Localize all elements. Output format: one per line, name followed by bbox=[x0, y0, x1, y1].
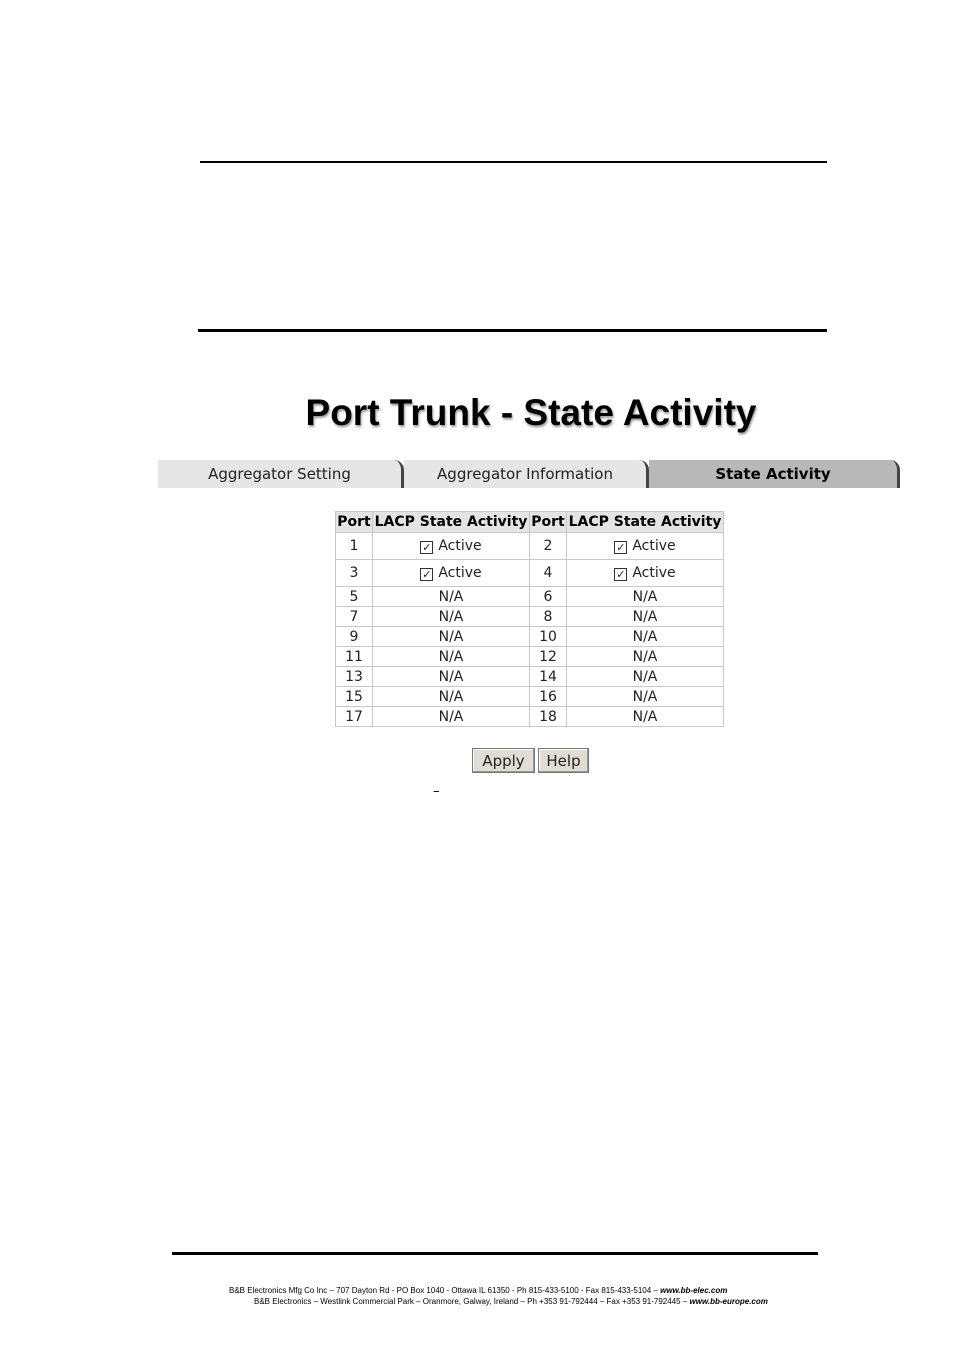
lacp-state-na: N/A bbox=[567, 647, 724, 667]
port-number: 8 bbox=[530, 607, 567, 627]
port-number: 15 bbox=[336, 687, 373, 707]
footer-address-us-text: B&B Electronics Mfg Co Inc – 707 Dayton Rd - PO Box 1040 - Ottawa IL 61350 - Ph 815-433-5100 - Fax 815-433-5104 – bbox=[229, 1286, 661, 1295]
footer-link-us[interactable]: www.bb-elec.com bbox=[660, 1286, 728, 1295]
tab-aggregator-setting[interactable]: Aggregator Setting bbox=[158, 460, 404, 488]
header-port: Port bbox=[530, 512, 567, 533]
footer-address-eu bbox=[254, 1297, 768, 1306]
active-checkbox[interactable]: ✓ bbox=[616, 568, 626, 581]
port-number: 10 bbox=[530, 627, 567, 647]
active-checkbox[interactable]: ✓ bbox=[422, 568, 432, 581]
active-label: Active bbox=[632, 565, 676, 581]
lacp-state-cell bbox=[373, 560, 530, 587]
apply-button[interactable]: Apply bbox=[472, 748, 535, 773]
port-number: 6 bbox=[530, 587, 567, 607]
lacp-state-na: N/A bbox=[567, 627, 724, 647]
footer-divider bbox=[172, 1252, 818, 1255]
footer-link-eu[interactable]: www.bb-europe.com bbox=[689, 1297, 768, 1306]
port-number: 12 bbox=[530, 647, 567, 667]
lacp-state-cell bbox=[567, 560, 724, 587]
lacp-state-na: N/A bbox=[567, 587, 724, 607]
active-checkbox[interactable]: ✓ bbox=[422, 541, 432, 554]
port-number: 5 bbox=[336, 587, 373, 607]
table-row bbox=[336, 667, 724, 687]
port-number: 3 bbox=[336, 560, 373, 587]
header-port: Port bbox=[336, 512, 373, 533]
port-number: 13 bbox=[336, 667, 373, 687]
lacp-state-na: N/A bbox=[373, 647, 530, 667]
active-checkbox[interactable]: ✓ bbox=[616, 541, 626, 554]
table-row bbox=[336, 607, 724, 627]
lacp-state-na: N/A bbox=[373, 707, 530, 727]
lacp-state-cell bbox=[373, 533, 530, 560]
help-button[interactable]: Help bbox=[538, 748, 589, 773]
lacp-state-na: N/A bbox=[373, 607, 530, 627]
lacp-state-na: N/A bbox=[373, 627, 530, 647]
header-lacp-state: LACP State Activity bbox=[373, 512, 530, 533]
header-lacp-state: LACP State Activity bbox=[567, 512, 724, 533]
table-row bbox=[336, 533, 724, 560]
active-label: Active bbox=[438, 565, 482, 581]
table-row bbox=[336, 560, 724, 587]
table-row bbox=[336, 587, 724, 607]
tab-bar bbox=[158, 460, 900, 488]
port-number: 14 bbox=[530, 667, 567, 687]
lacp-state-table bbox=[335, 511, 724, 727]
lacp-state-na: N/A bbox=[567, 667, 724, 687]
table-row bbox=[336, 647, 724, 667]
active-label: Active bbox=[438, 538, 482, 554]
lacp-state-na: N/A bbox=[373, 587, 530, 607]
port-number: 17 bbox=[336, 707, 373, 727]
lacp-state-na: N/A bbox=[567, 707, 724, 727]
port-number: 2 bbox=[530, 533, 567, 560]
tab-aggregator-information[interactable]: Aggregator Information bbox=[404, 460, 649, 488]
dash-mark: – bbox=[433, 784, 440, 799]
port-number: 4 bbox=[530, 560, 567, 587]
tab-state-activity[interactable]: State Activity bbox=[649, 460, 900, 488]
port-number: 9 bbox=[336, 627, 373, 647]
port-number: 18 bbox=[530, 707, 567, 727]
lacp-state-na: N/A bbox=[567, 687, 724, 707]
port-number: 1 bbox=[336, 533, 373, 560]
footer-address-eu-text: B&B Electronics – Westlink Commercial Park – Oranmore, Galway, Ireland – Ph +353 91-792444 – Fax +353 91-792445 – bbox=[254, 1297, 690, 1306]
middle-divider bbox=[198, 329, 827, 332]
port-number: 11 bbox=[336, 647, 373, 667]
active-label: Active bbox=[632, 538, 676, 554]
footer-address-us bbox=[229, 1286, 727, 1295]
top-divider bbox=[200, 161, 827, 163]
port-number: 7 bbox=[336, 607, 373, 627]
lacp-state-na: N/A bbox=[567, 607, 724, 627]
table-row bbox=[336, 707, 724, 727]
table-row bbox=[336, 627, 724, 647]
table-row bbox=[336, 687, 724, 707]
lacp-state-cell bbox=[567, 533, 724, 560]
lacp-state-na: N/A bbox=[373, 687, 530, 707]
page-title: Port Trunk - State Activity bbox=[305, 392, 757, 433]
lacp-state-na: N/A bbox=[373, 667, 530, 687]
table-header-row bbox=[336, 512, 724, 533]
port-number: 16 bbox=[530, 687, 567, 707]
